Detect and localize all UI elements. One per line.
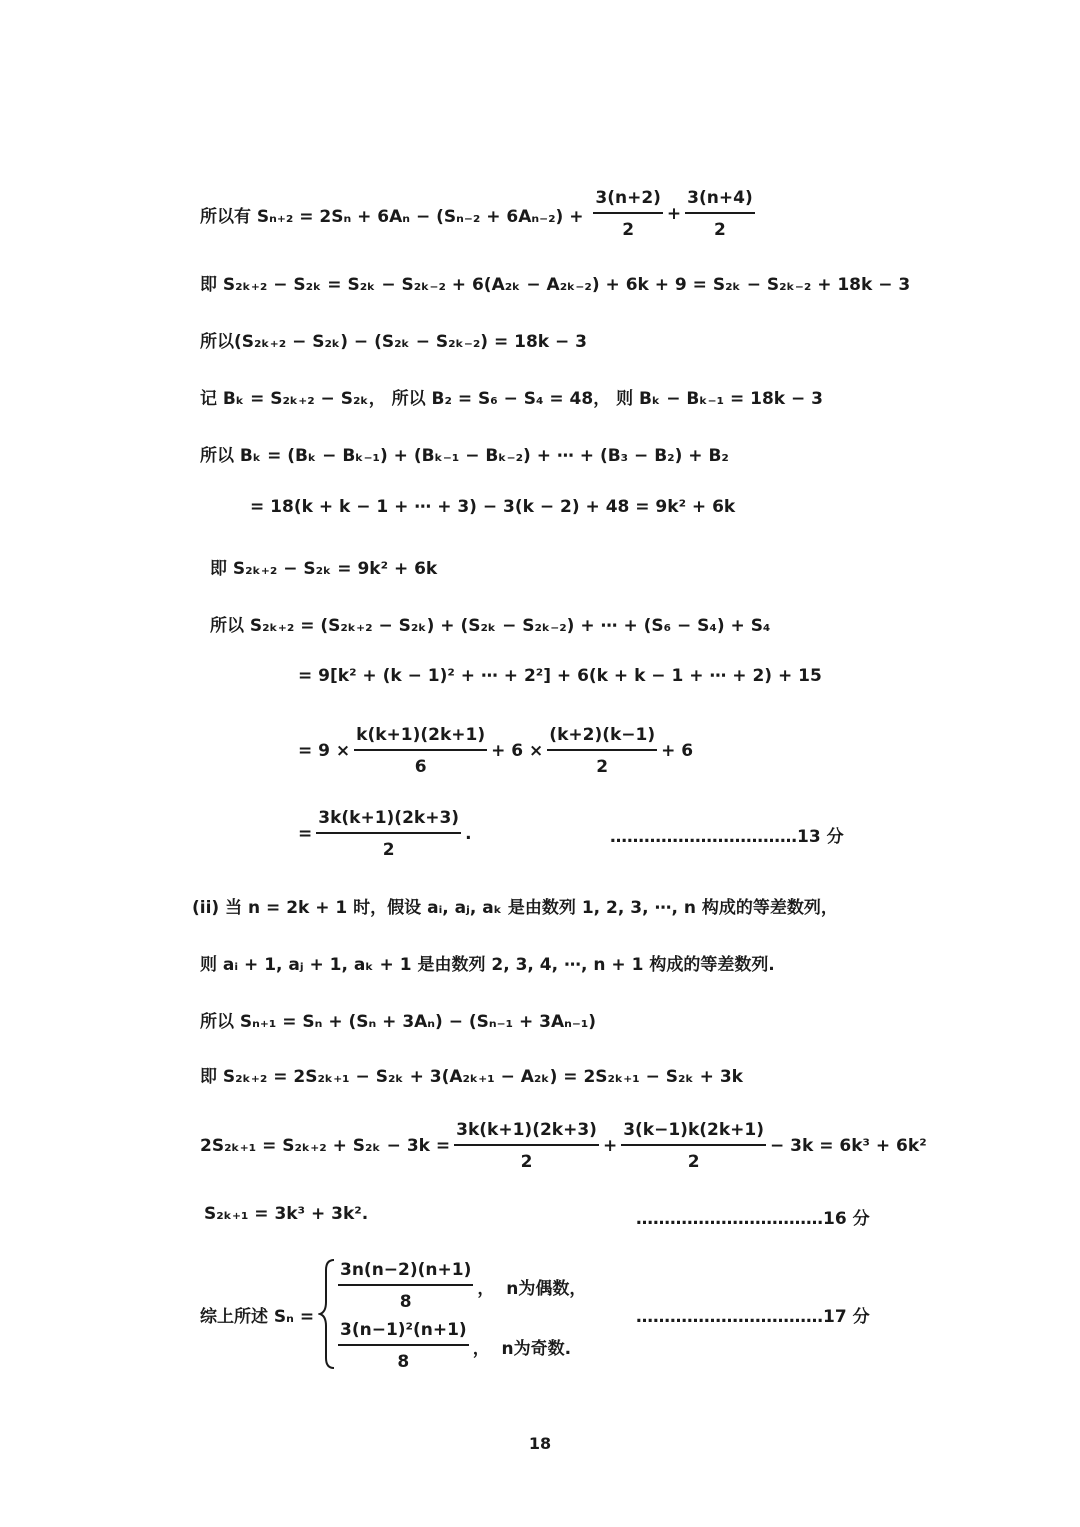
case-condition: ， n为偶数， [477,1278,587,1299]
equation-text: 2S₂ₖ₊₁ = S₂ₖ₊₂ + S₂ₖ − 3k = [200,1136,451,1156]
equation-line-11 [298,808,472,860]
fraction [354,725,487,777]
fraction [685,188,755,240]
equation-line-14: 所以 Sₙ₊₁ = Sₙ + (Sₙ + 3Aₙ) − (Sₙ₋₁ + 3Aₙ₋₁) [200,1012,597,1032]
equation-line-9: = 9[k² + (k − 1)² + ⋯ + 2²] + 6(k + k − 1 + ⋯ + 2) + 15 [298,666,822,686]
fraction [338,1260,473,1312]
fraction-denominator: 2 [714,220,726,240]
equation-line-16 [200,1120,927,1172]
equation-text: . [465,824,472,844]
fraction-numerator: 3k(k+1)(2k+3) [316,808,461,834]
equation-text: 所以有 Sₙ₊₂ = 2Sₙ + 6Aₙ − (Sₙ₋₂ + 6Aₙ₋₂) + [200,206,590,227]
score-marker-17: ……………………………17 分 [636,1307,870,1327]
equation-line-7: 即 S₂ₖ₊₂ − S₂ₖ = 9k² + 6k [210,559,438,579]
equation-line-4: 记 Bₖ = S₂ₖ₊₂ − S₂ₖ， 所以 B₂ = S₆ − S₄ = 48， 则 Bₖ − Bₖ₋₁ = 18k − 3 [200,389,823,409]
fraction-denominator: 8 [399,1292,412,1312]
fraction-numerator: 3(n+4) [685,188,755,214]
piecewise-case-even [334,1260,586,1312]
equation-text: + 6 × [491,741,544,761]
equation-line-10 [298,725,693,777]
score-marker-13: ……………………………13 分 [610,827,844,847]
fraction-denominator: 8 [397,1352,410,1372]
equation-text: = 9 × [298,741,351,761]
fraction-numerator: 3n(n−2)(n+1) [338,1260,473,1286]
equation-text: + [666,204,682,224]
fraction-denominator: 2 [382,840,395,860]
fraction-denominator: 2 [687,1152,700,1172]
equation-line-17: S₂ₖ₊₁ = 3k³ + 3k². [204,1204,369,1224]
equation-text: + 6 [661,741,694,761]
fraction [547,725,657,777]
equation-line-15: 即 S₂ₖ₊₂ = 2S₂ₖ₊₁ − S₂ₖ + 3(A₂ₖ₊₁ − A₂ₖ) = 2S₂ₖ₊₁ − S₂ₖ + 3k [200,1067,743,1087]
fraction-denominator: 2 [520,1152,533,1172]
fraction [621,1120,766,1172]
equation-line-12: (ii) 当 n = 2k + 1 时，假设 aᵢ, aⱼ, aₖ 是由数列 1, 2, 3, ⋯, n 构成的等差数列， [192,898,838,918]
fraction-numerator: k(k+1)(2k+1) [354,725,487,751]
equation-text: − 3k = 6k³ + 6k² [770,1136,927,1156]
piecewise-case-odd [334,1320,571,1372]
equation-line-1 [200,188,759,240]
fraction [454,1120,599,1172]
equation-line-13: 则 aᵢ + 1, aⱼ + 1, aₖ + 1 是由数列 2, 3, 4, ⋯, n + 1 构成的等差数列. [200,955,775,975]
fraction-numerator: (k+2)(k−1) [547,725,657,751]
fraction-numerator: 3(k−1)k(2k+1) [621,1120,766,1146]
equation-line-8: 所以 S₂ₖ₊₂ = (S₂ₖ₊₂ − S₂ₖ) + (S₂ₖ − S₂ₖ₋₂) + ⋯ + (S₆ − S₄) + S₄ [210,616,771,636]
equation-line-3: 所以(S₂ₖ₊₂ − S₂ₖ) − (S₂ₖ − S₂ₖ₋₂) = 18k − 3 [200,332,588,352]
equation-line-2: 即 S₂ₖ₊₂ − S₂ₖ = S₂ₖ − S₂ₖ₋₂ + 6(A₂ₖ − A₂ₖ₋₂) + 6k + 9 = S₂ₖ − S₂ₖ₋₂ + 18k − 3 [200,275,911,295]
case-condition: ， n为奇数. [472,1338,572,1359]
fraction-numerator: 3(n+2) [593,188,663,214]
fraction-denominator: 2 [596,757,609,777]
fraction [316,808,461,860]
equation-text: = [298,824,313,844]
fraction-denominator: 6 [414,757,427,777]
fraction [593,188,663,240]
score-marker-16: ……………………………16 分 [636,1209,870,1229]
page-number: 18 [528,1434,552,1453]
fraction-denominator: 2 [622,220,635,240]
conclusion-label: 综上所述 Sₙ = [200,1307,315,1327]
equation-line-5: 所以 Bₖ = (Bₖ − Bₖ₋₁) + (Bₖ₋₁ − Bₖ₋₂) + ⋯ + (B₃ − B₂) + B₂ [200,446,729,466]
fraction [338,1320,469,1372]
fraction-numerator: 3k(k+1)(2k+3) [454,1120,599,1146]
fraction-numerator: 3(n−1)²(n+1) [338,1320,469,1346]
equation-line-6: = 18(k + k − 1 + ⋯ + 3) − 3(k − 2) + 48 = 9k² + 6k [250,497,736,517]
equation-text: + [602,1136,618,1156]
